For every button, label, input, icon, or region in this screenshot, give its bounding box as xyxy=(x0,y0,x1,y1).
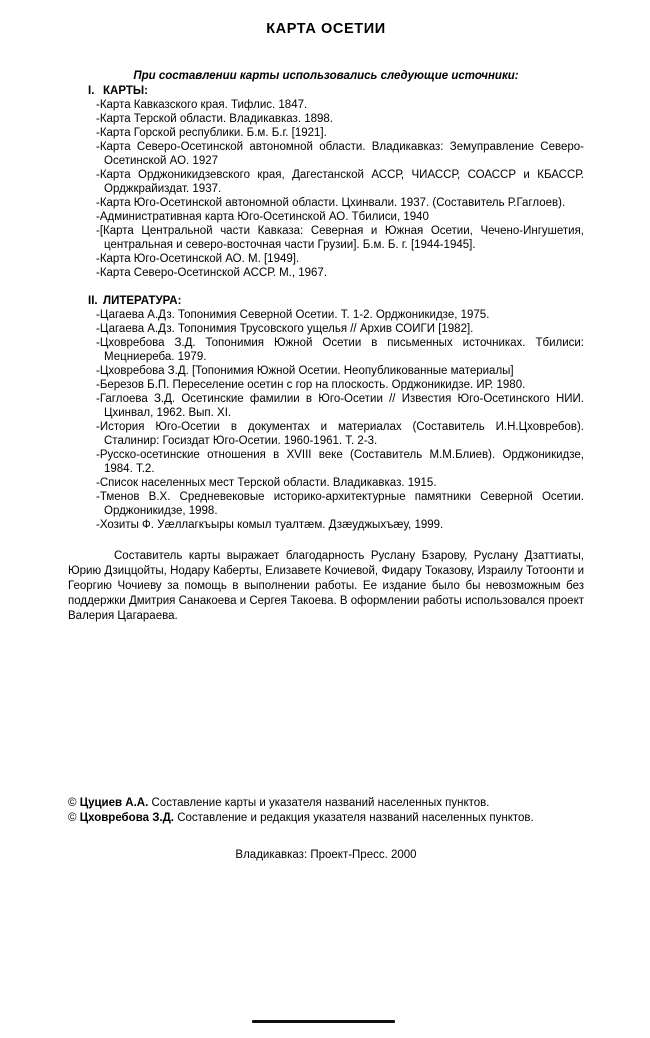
section-label: ЛИТЕРАТУРА: xyxy=(103,295,182,307)
section-number: I. xyxy=(88,85,95,97)
maps-list xyxy=(96,98,584,280)
page-title: КАРТА ОСЕТИИ xyxy=(266,21,386,37)
acknowledgment-paragraph: Составитель карты выражает благодарность Руслану Бзарову, Руслану Дзаттиаты, Юрию Дзиццойты, Нодару Каберты, Елизавете Кочиевой, Фидару Токазову, Израилу Тотоонти и Георгию Чочиеву за помощь в выполнении работы. Ее издание было бы невозможным без поддержки Дмитрия Санакоева и Сергея Такоева. В оформлении работы использовался проект Валерия Цагараева. xyxy=(68,550,584,622)
copyright-name: Цховребова З.Д. xyxy=(79,812,174,824)
section-number: II. xyxy=(88,295,98,307)
list-item: -Карта Юго-Осетинской автономной области. Цхинвали. 1937. (Составитель Р.Гаглоев). xyxy=(96,197,566,209)
scan-artifact-line xyxy=(252,1020,395,1023)
list-item: -Хозиты Ф. Уæллагкъыры комыл туалтæм. Дзæуджыхъæу, 1999. xyxy=(96,519,444,531)
list-item: -Цагаева А.Дз. Топонимия Трусовского ущелья // Архив СОИГИ [1982]. xyxy=(96,323,474,335)
list-item: -Административная карта Юго-Осетинской АО. Тбилиси, 1940 xyxy=(96,211,429,223)
copyright-name: Цуциев А.А. xyxy=(79,797,149,809)
intro-line: При составлении карты использовались следующие источники: xyxy=(133,70,519,82)
list-item: -Список населенных мест Терской области. Владикавказ. 1915. xyxy=(96,477,437,489)
list-item: -Березов Б.П. Переселение осетин с гор на плоскость. Орджоникидзе. ИР. 1980. xyxy=(96,379,526,391)
section-heading-maps xyxy=(88,84,584,98)
list-item: -Цагаева А.Дз. Топонимия Северной Осетии. Т. 1-2. Орджоникидзе, 1975. xyxy=(96,309,490,321)
list-item: -Цховребова З.Д. Топонимия Южной Осетии в письменных источниках. Тбилиси: Мецниереба. 1979. xyxy=(96,337,584,363)
section-literature xyxy=(68,294,584,532)
copyright-line xyxy=(68,811,584,826)
list-item: -Карта Орджоникидзевского края, Дагестанской АССР, ЧИАССР, СОАССР и КБАССР. Орджкрайиздат. 1937. xyxy=(96,169,584,195)
copyright-symbol: © xyxy=(68,797,77,809)
copyright-symbol: © xyxy=(68,812,77,824)
list-item: -История Юго-Осетии в документах и материалах (Составитель И.Н.Цховребов). Сталинир: Госиздат Юго-Осетии. 1960-1961. Т. 2-3. xyxy=(96,421,584,447)
section-label: КАРТЫ: xyxy=(103,85,148,97)
literature-list xyxy=(96,308,584,532)
list-item: -Русско-осетинские отношения в XVIII веке (Составитель М.М.Блиев). Орджоникидзе, 1984. Т.2. xyxy=(96,449,584,475)
list-item: -Карта Терской области. Владикавказ. 1898. xyxy=(96,113,333,125)
section-maps xyxy=(68,84,584,280)
section-heading-literature xyxy=(88,294,584,308)
copyright-line xyxy=(68,796,584,811)
copyright-text: Составление карты и указателя названий населенных пунктов. xyxy=(151,797,490,809)
list-item: -[Карта Центральной части Кавказа: Северная и Южная Осетии, Чечено-Ингушетия, центральная и северо-восточная части Грузии]. Б.м. Б. г. [1944-1945]. xyxy=(96,225,584,251)
list-item: -Карта Северо-Осетинской АССР. М., 1967. xyxy=(96,267,328,279)
list-item: -Тменов В.Х. Средневековые историко-архитектурные памятники Северной Осетии. Орджоникидзе, 1998. xyxy=(96,491,584,517)
list-item: -Цховребова З.Д. [Топонимия Южной Осетии. Неопубликованные материалы] xyxy=(96,365,514,377)
list-item: -Карта Северо-Осетинской автономной области. Владикавказ: Земуправление Северо-Осетинской АО. 1927 xyxy=(96,141,584,167)
copyright-text: Составление и редакция указателя названий населенных пунктов. xyxy=(177,812,534,824)
list-item: -Карта Юго-Осетинской АО. М. [1949]. xyxy=(96,253,300,265)
copyright-block xyxy=(68,796,584,826)
list-item: -Карта Кавказского края. Тифлис. 1847. xyxy=(96,99,308,111)
imprint-line: Владикавказ: Проект-Пресс. 2000 xyxy=(235,849,417,861)
list-item: -Гаглоева З.Д. Осетинские фамилии в Юго-Осетии // Известия Юго-Осетинского НИИ. Цхинвал, 1962. Вып. XI. xyxy=(96,393,584,419)
list-item: -Карта Горской республики. Б.м. Б.г. [1921]. xyxy=(96,127,327,139)
